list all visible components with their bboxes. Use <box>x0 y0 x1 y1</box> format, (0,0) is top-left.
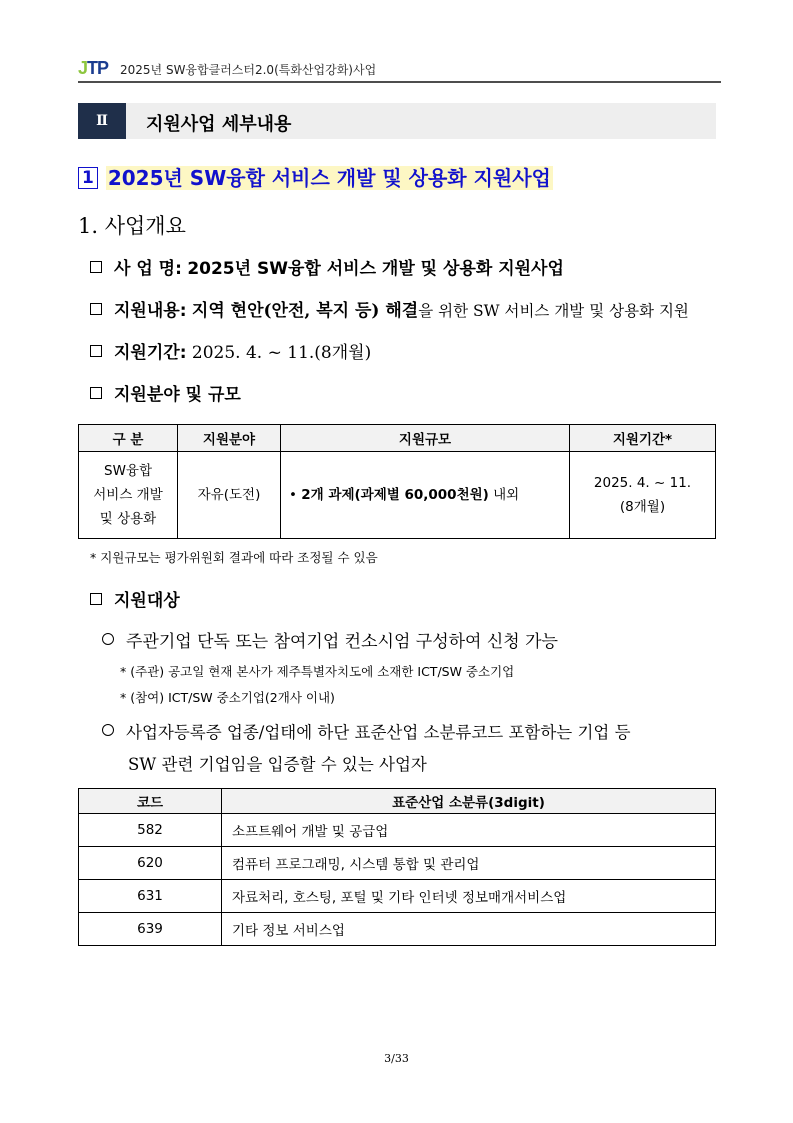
bullet-period: 지원기간: 2025. 4. ~ 11.(8개월) <box>90 338 371 363</box>
field-cell: 자유(도전) <box>178 452 281 539</box>
period-cell: 2025. 4. ~ 11. (8개월) <box>570 452 716 539</box>
bullet-eligibility: 지원대상 <box>90 586 180 611</box>
name-cell: 자료처리, 호스팅, 포털 및 기타 인터넷 정보매개서비스업 <box>222 880 716 913</box>
section-number: Ⅱ <box>78 103 126 139</box>
header-cell: 구 분 <box>79 425 178 452</box>
name-cell: 컴퓨터 프로그래밍, 시스템 통합 및 관리업 <box>222 847 716 880</box>
checkbox-square-icon <box>90 261 102 273</box>
bullet-scale: 지원분야 및 규모 <box>90 380 241 405</box>
checkbox-square-icon <box>90 387 102 399</box>
code-cell: 639 <box>79 913 222 946</box>
code-cell: 631 <box>79 880 222 913</box>
bullet-name: 사 업 명: 2025년 SW융합 서비스 개발 및 상용화 지원사업 <box>90 254 564 279</box>
table-row <box>79 880 716 913</box>
header-cell: 지원분야 <box>178 425 281 452</box>
table-row <box>79 913 716 946</box>
bullet-content: 지원내용: 지역 현안(안전, 복지 등) 해결을 위한 SW 서비스 개발 및 상용화 지원 <box>90 296 689 321</box>
header-title: 2025년 SW융합클러스터2.0(특화산업강화)사업 <box>120 63 377 77</box>
eligibility-note-2: * (참여) ICT/SW 중소기업(2개사 이내) <box>120 690 335 705</box>
page-header <box>78 56 720 80</box>
header-cell: 표준산업 소분류(3digit) <box>222 789 716 814</box>
size-cell: • 2개 과제(과제별 60,000천원) 내외 <box>281 452 570 539</box>
checkbox-square-icon <box>90 345 102 357</box>
page-number: 3/33 <box>384 1052 409 1065</box>
category-cell: SW융합 서비스 개발 및 상용화 <box>79 452 178 539</box>
section-heading <box>78 103 716 139</box>
table-row <box>79 814 716 847</box>
header-cell: 지원규모 <box>281 425 570 452</box>
table-header-row <box>79 789 716 814</box>
header-cell: 코드 <box>79 789 222 814</box>
scale-table <box>78 424 716 539</box>
overview-heading: 1. 사업개요 <box>78 214 186 238</box>
eligibility-item-2: 사업자등록증 업종/업태에 하단 표준산업 소분류코드 포함하는 기업 등 <box>102 719 631 743</box>
jtp-logo: JTP <box>78 58 109 78</box>
code-table <box>78 788 716 946</box>
header-cell: 지원기간* <box>570 425 716 452</box>
eligibility-item-1: 주관기업 단독 또는 참여기업 컨소시엄 구성하여 신청 가능 <box>102 627 558 652</box>
program-index: 1 <box>78 167 98 189</box>
checkbox-square-icon <box>90 303 102 315</box>
header-divider <box>78 81 721 83</box>
circle-bullet-icon <box>102 633 114 645</box>
table-header-row <box>79 425 716 452</box>
program-title-text: 2025년 SW융합 서비스 개발 및 상용화 지원사업 <box>107 166 551 190</box>
eligibility-note-1: * (주관) 공고일 현재 본사가 제주특별자치도에 소재한 ICT/SW 중소기업 <box>120 664 515 679</box>
table-row <box>79 847 716 880</box>
eligibility-item-2-cont: SW 관련 기업임을 입증할 수 있는 사업자 <box>128 755 427 774</box>
checkbox-square-icon <box>90 593 102 605</box>
name-cell: 기타 정보 서비스업 <box>222 913 716 946</box>
scale-note: * 지원규모는 평가위원회 결과에 따라 조정될 수 있음 <box>90 550 378 565</box>
table-row <box>79 452 716 539</box>
circle-bullet-icon <box>102 724 114 736</box>
code-cell: 620 <box>79 847 222 880</box>
section-title: 지원사업 세부내용 <box>146 114 292 135</box>
code-cell: 582 <box>79 814 222 847</box>
program-title <box>78 162 553 191</box>
name-cell: 소프트웨어 개발 및 공급업 <box>222 814 716 847</box>
